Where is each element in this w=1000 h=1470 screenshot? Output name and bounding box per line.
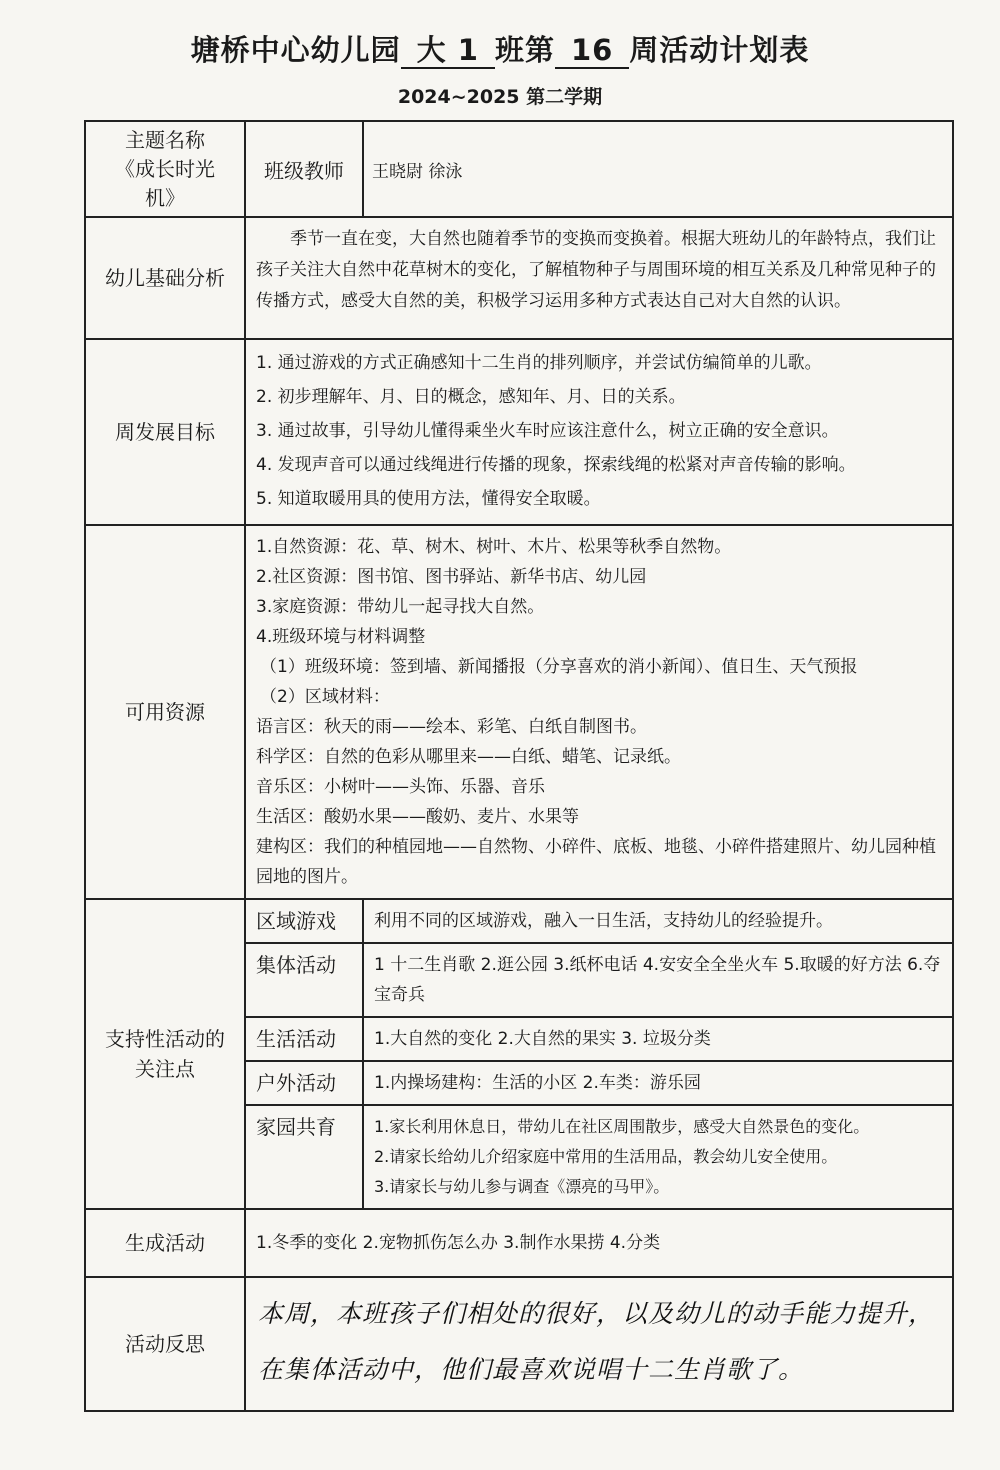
- goal-item: 3. 通过故事，引导幼儿懂得乘坐火车时应该注意什么，树立正确的安全意识。: [256, 421, 839, 441]
- week-suffix: 周活动计划表: [629, 33, 810, 67]
- resource-line: 4.班级环境与材料调整: [256, 627, 426, 647]
- support-label-line1: 支持性活动的: [105, 1027, 225, 1051]
- goal-item: 1. 通过游戏的方式正确感知十二生肖的排列顺序，并尝试仿编简单的儿歌。: [256, 353, 822, 373]
- reflection-row: [85, 1277, 953, 1411]
- analysis-label: 幼儿基础分析: [85, 217, 245, 339]
- class-name: 大 1: [401, 33, 495, 69]
- generated-row: [85, 1209, 953, 1277]
- goal-item: 2. 初步理解年、月、日的概念，感知年、月、日的关系。: [256, 387, 686, 407]
- home-line: 2.请家长给幼儿介绍家庭中常用的生活用品，教会幼儿安全使用。: [374, 1147, 838, 1166]
- support-sub-text: 1 十二生肖歌 2.逛公园 3.纸杯电话 4.安安全全坐火车 5.取暖的好方法 6.夺宝奇兵: [363, 943, 953, 1017]
- analysis-text: 季节一直在变，大自然也随着季节的变换而变换着。根据大班幼儿的年龄特点，我们让孩子关注大自然中花草树木的变化，了解植物种子与周围环境的相互关系及几种常见种子的传播方式，感受大自然的美，积极学习运用多种方式表达自己对大自然的认识。: [245, 217, 953, 339]
- page-title: [0, 28, 1000, 69]
- teacher-names: 王晓尉 徐泳: [363, 121, 953, 217]
- analysis-row: [85, 217, 953, 339]
- support-row-regional: [85, 899, 953, 943]
- class-suffix: 班第: [494, 33, 555, 67]
- support-sub-label: 区域游戏: [245, 899, 363, 943]
- support-sub-lines: [363, 1105, 953, 1209]
- support-sub-text: 1.内操场建构：生活的小区 2.车类：游乐园: [363, 1061, 953, 1105]
- theme-name-line2: 机》: [145, 185, 185, 210]
- resource-line: （1）班级环境：签到墙、新闻播报（分享喜欢的消小新闻）、值日生、天气预报: [260, 657, 858, 677]
- theme-cell: [85, 121, 245, 217]
- week-number: 16: [555, 33, 629, 69]
- activity-plan-table: [84, 120, 954, 1412]
- theme-label: 主题名称: [125, 127, 205, 152]
- goals-label: 周发展目标: [85, 339, 245, 525]
- resource-line: 1.自然资源：花、草、树木、树叶、木片、松果等秋季自然物。: [256, 537, 732, 557]
- resource-line: （2）区域材料：: [260, 687, 390, 707]
- support-sub-label: 家园共育: [245, 1105, 363, 1209]
- support-sub-label: 集体活动: [245, 943, 363, 1017]
- support-sub-text: 利用不同的区域游戏，融入一日生活，支持幼儿的经验提升。: [363, 899, 953, 943]
- goals-list: [245, 339, 953, 525]
- resources-label: 可用资源: [85, 525, 245, 899]
- school-name: 塘桥中心幼儿园: [190, 33, 401, 67]
- resource-line: 语言区：秋天的雨——绘本、彩笔、白纸自制图书。: [256, 717, 647, 737]
- support-label-line2: 关注点: [135, 1057, 195, 1081]
- support-sub-text: 1.大自然的变化 2.大自然的果实 3. 垃圾分类: [363, 1017, 953, 1061]
- resource-line: 3.家庭资源：带幼儿一起寻找大自然。: [256, 597, 545, 617]
- reflection-label: 活动反思: [85, 1277, 245, 1411]
- theme-row: [85, 121, 953, 217]
- support-sub-label: 生活活动: [245, 1017, 363, 1061]
- resource-line: 音乐区：小树叶——头饰、乐器、音乐: [256, 777, 545, 797]
- home-line: 1.家长利用休息日，带幼儿在社区周围散步，感受大自然景色的变化。: [374, 1117, 870, 1136]
- resource-line: 建构区：我们的种植园地——自然物、小碎件、底板、地毯、小碎件搭建照片、幼儿园种植园地的图片。: [256, 837, 936, 887]
- reflection-handwriting: 本周，本班孩子们相处的很好，以及幼儿的动手能力提升，在集体活动中，他们最喜欢说唱十二生肖歌了。: [245, 1277, 953, 1411]
- resource-line: 2.社区资源：图书馆、图书驿站、新华书店、幼儿园: [256, 567, 647, 587]
- goals-row: [85, 339, 953, 525]
- support-sub-label: 户外活动: [245, 1061, 363, 1105]
- goal-item: 4. 发现声音可以通过线绳进行传播的现象，探索线绳的松紧对声音传输的影响。: [256, 455, 856, 475]
- generated-label: 生成活动: [85, 1209, 245, 1277]
- resource-line: 生活区：酸奶水果——酸奶、麦片、水果等: [256, 807, 579, 827]
- semester: 2024~2025 第二学期: [397, 86, 603, 108]
- resources-row: [85, 525, 953, 899]
- theme-name-line1: 《成长时光: [115, 156, 215, 181]
- home-line: 3.请家长与幼儿参与调查《漂亮的马甲》。: [374, 1177, 670, 1196]
- resources-list: [245, 525, 953, 899]
- support-label: [85, 899, 245, 1209]
- goal-item: 5. 知道取暖用具的使用方法，懂得安全取暖。: [256, 489, 601, 509]
- teacher-label: 班级教师: [245, 121, 363, 217]
- generated-text: 1.冬季的变化 2.宠物抓伤怎么办 3.制作水果捞 4.分类: [245, 1209, 953, 1277]
- resource-line: 科学区：自然的色彩从哪里来——白纸、蜡笔、记录纸。: [256, 747, 681, 767]
